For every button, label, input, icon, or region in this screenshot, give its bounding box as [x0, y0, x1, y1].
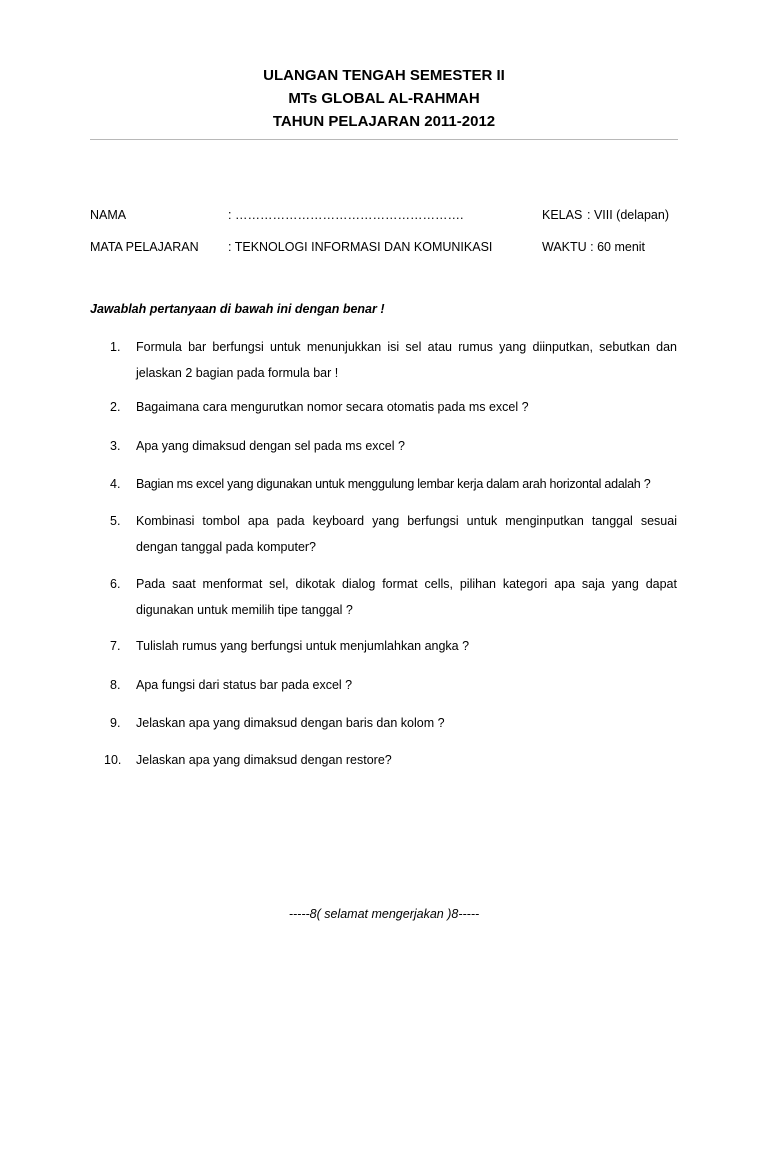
info-row-name	[90, 208, 680, 226]
question-item	[0, 436, 768, 474]
question-number: 8.	[110, 678, 121, 692]
question-text: Apa fungsi dari status bar pada excel ?	[136, 678, 353, 692]
question-text: Kombinasi tombol apa pada keyboard yang berfungsi untuk menginputkan tanggal sesuai	[136, 514, 677, 528]
question-text: Jelaskan apa yang dimaksud dengan restore?	[136, 753, 392, 767]
question-item	[0, 675, 768, 713]
question-item	[0, 750, 768, 780]
question-text: Bagian ms excel yang digunakan untuk menggulung lembar kerja dalam arah horizontal adalah ?	[136, 477, 651, 491]
class-label: KELAS	[542, 208, 583, 222]
school-name: MTs GLOBAL AL-RAHMAH	[288, 90, 480, 107]
instruction-text: Jawablah pertanyaan di bawah ini dengan benar !	[90, 302, 385, 316]
question-number: 7.	[110, 639, 121, 653]
header-divider	[90, 139, 678, 140]
exam-header	[0, 64, 768, 133]
question-text: Formula bar berfungsi untuk menunjukkan isi sel atau rumus yang diinputkan, sebutkan dan	[136, 340, 677, 354]
question-number: 1.	[110, 340, 121, 354]
info-row-subject	[90, 240, 680, 258]
name-label: NAMA	[90, 208, 127, 222]
question-text: Tulislah rumus yang berfungsi untuk menjumlahkan angka ?	[136, 639, 470, 653]
subject-value: : TEKNOLOGI INFORMASI DAN KOMUNIKASI	[228, 240, 493, 254]
question-item	[0, 636, 768, 675]
question-text: Bagaimana cara mengurutkan nomor secara otomatis pada ms excel ?	[136, 400, 529, 414]
exam-title: ULANGAN TENGAH SEMESTER II	[263, 67, 505, 84]
academic-year: TAHUN PELAJARAN 2011-2012	[272, 113, 496, 130]
question-text-cont: dengan tanggal pada komputer?	[136, 540, 317, 554]
question-item	[0, 397, 768, 436]
question-list	[0, 337, 768, 780]
question-number: 9.	[110, 716, 121, 730]
time-text: WAKTU : 60 menit	[542, 240, 646, 254]
closing-note: -----8( selamat mengerjakan )8-----	[288, 907, 480, 921]
question-number: 3.	[110, 439, 121, 453]
name-field: : ……………………………………………….	[228, 208, 464, 222]
question-text: Pada saat menformat sel, dikotak dialog format cells, pilihan kategori apa saja yang dapat	[136, 577, 677, 591]
question-number: 10.	[104, 753, 122, 767]
question-text-cont: jelaskan 2 bagian pada formula bar !	[136, 366, 339, 380]
question-number: 5.	[110, 514, 121, 528]
question-item	[0, 511, 768, 574]
question-number: 4.	[110, 477, 121, 491]
question-item	[0, 474, 768, 511]
question-text: Jelaskan apa yang dimaksud dengan baris dan kolom ?	[136, 716, 445, 730]
class-value: : VIII (delapan)	[587, 208, 669, 222]
question-number: 6.	[110, 577, 121, 591]
question-text: Apa yang dimaksud dengan sel pada ms excel ?	[136, 439, 405, 453]
subject-label: MATA PELAJARAN	[90, 240, 199, 254]
question-item	[0, 337, 768, 397]
question-item	[0, 713, 768, 750]
question-text-cont: digunakan untuk memilih tipe tanggal ?	[136, 603, 353, 617]
question-item	[0, 574, 768, 636]
question-number: 2.	[110, 400, 121, 414]
